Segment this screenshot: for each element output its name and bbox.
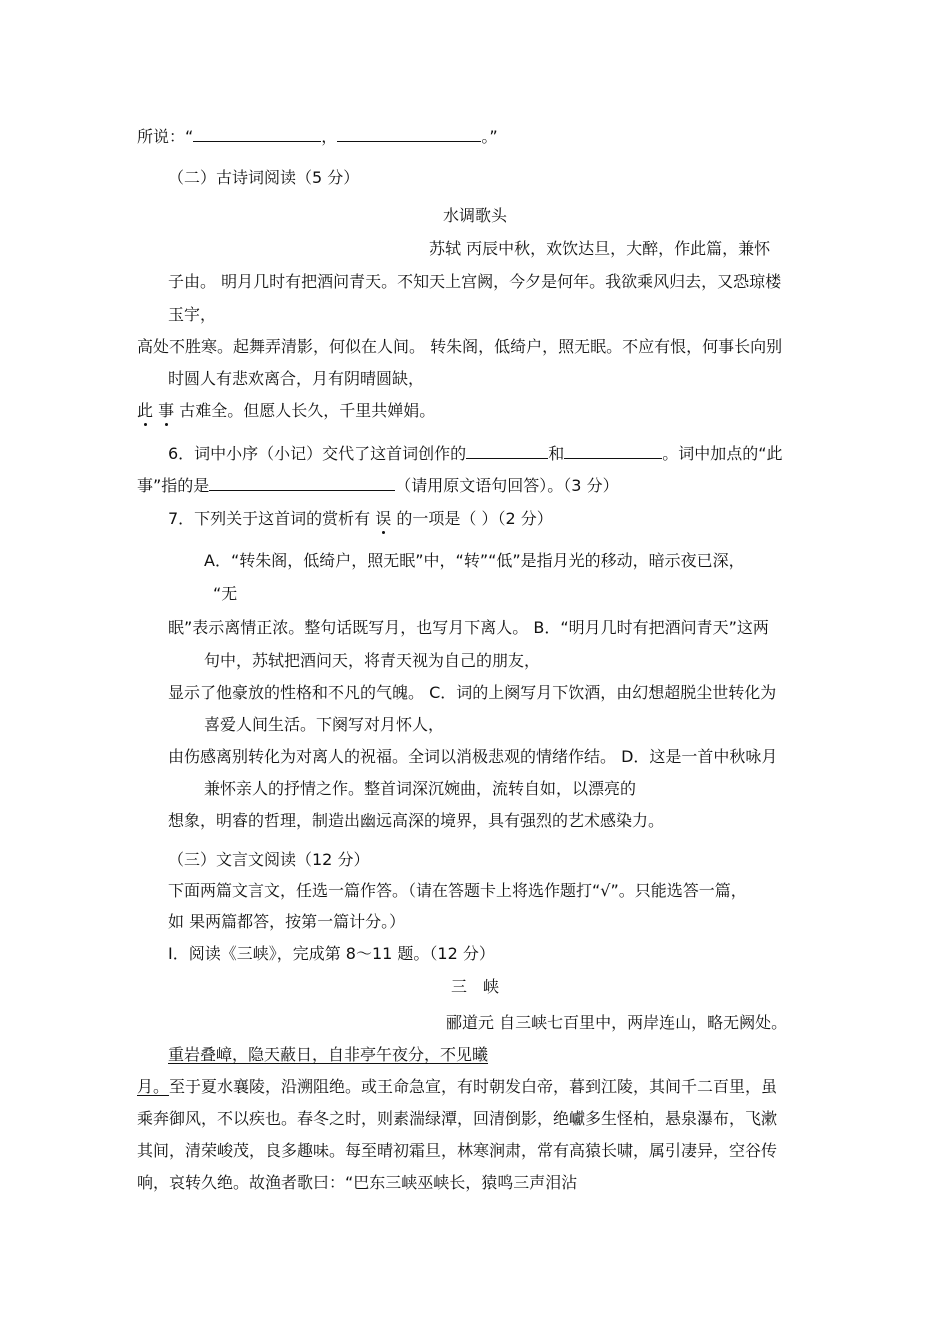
wenyan-instruction: 下面两篇文言文，任选一篇作答。（请在答题卡上将选作题打“√”。只能选答一篇， [168,881,747,900]
dotted-char-shi: 事 [158,401,175,420]
wenyan-text: 至于夏水襄陵，沿溯阻绝。或王命急宣，有时朝发白帝，暮到江陵，其间千二百里，虽 [169,1077,778,1096]
wenyan-text-line: 乘奔御风，不以疾也。春冬之时，则素湍绿潭，回清倒影，绝巘多生怪柏，悬泉瀑布，飞漱 [137,1109,778,1128]
q7-option-line: “无 [213,584,238,603]
question-7-stem [168,508,553,530]
answer-blank-2[interactable] [337,126,481,142]
q7-option-line: 想象，明睿的哲理，制造出幽远高深的境界，具有强烈的艺术感染力。 [168,811,665,830]
question-6-line-1 [168,443,783,465]
q6-text: （请用原文语句回答）。（3 分） [395,476,619,495]
q7-option-line: 眠”表示离情正浓。整句话既写月，也写月下离人。 B．“明月几时有把酒问青天”这两 [168,618,769,637]
q7-option-line: A．“转朱阁，低绮户，照无眠”中，“转”“低”是指月光的移动，暗示夜已深， [204,551,745,570]
underlined-sentence-end: 月。 [137,1077,170,1096]
poem-line: 玉宇， [168,305,217,324]
q7-option-line: 喜爱人间生活。下阕写对月怀人， [204,715,445,734]
poem-line: 时圆人有悲欢离合，月有阴晴圆缺， [168,369,425,388]
dotted-char-ci: 此 [137,401,154,420]
poem-last-line-rest: 古难全。但愿人长久，千里共婵娟。 [179,401,436,420]
q6-text: 6．词中小序（小记）交代了这首词创作的 [168,444,467,463]
poem-title: 水调歌头 [442,206,507,225]
poem-line: 苏轼 丙辰中秋，欢饮达旦，大醉，作此篇，兼怀 [429,239,771,258]
answer-blank-1[interactable] [193,126,321,142]
answer-comma: ， [321,127,338,146]
poem-last-line [137,400,435,422]
q7-prefix: 7．下列关于这首词的赏析有 [168,509,371,528]
poem-line: 子由。 明月几时有把酒问青天。不知天上宫阙，今夕是何年。我欲乘风归去，又恐琼楼 [168,272,782,291]
wenyan-subheading: Ⅰ．阅读《三峡》，完成第 8～11 题。（12 分） [168,944,495,963]
wenyan-text-line: 响，哀转久绝。故渔者歌曰：“巴东三峡巫峡长，猿鸣三声泪沾 [137,1173,578,1192]
q7-option-line: 句中，苏轼把酒问天，将青天视为自己的朋友， [204,651,541,670]
wenyan-text-line [137,1076,777,1098]
q7-option-line: 兼怀亲人的抒情之作。整首词深沉婉曲，流转自如，以漂亮的 [204,779,637,798]
wenyan-instruction: 如 果两篇都答，按第一篇计分。） [168,912,406,931]
wenyan-text-line: 其间，清荣峻茂，良多趣味。每至晴初霜旦，林寒涧肃，常有高猿长啸，属引凄异，空谷传 [137,1141,778,1160]
wenyan-title: 三 峡 [450,977,499,996]
underlined-sentence: 重岩叠嶂，隐天蔽日，自非亭午夜分，不见曦 [168,1045,489,1064]
question-6-line-2 [137,475,619,497]
poem-line: 高处不胜寒。起舞弄清影，何似在人间。 转朱阁，低绮户，照无眠。不应有恨，何事长向别 [137,337,783,356]
wenyan-author-line: 郦道元 自三峡七百里中，两岸连山，略无阙处。 [446,1013,788,1032]
q6-blank-1[interactable] [466,443,548,459]
wenyan-section-heading: （三）文言文阅读（12 分） [168,850,370,869]
answer-prefix: 所说：“ [137,127,194,146]
answer-end: 。” [481,127,498,146]
q6-text: 事”指的是 [137,476,210,495]
q7-option-line: 显示了他豪放的性格和不凡的气魄。 C．词的上阕写月下饮酒，由幻想超脱尘世转化为 [168,683,777,702]
q6-blank-2[interactable] [564,443,662,459]
q7-suffix: 的一项是（ ）（2 分） [396,509,553,528]
q7-option-line: 由伤感离别转化为对离人的祝福。全词以消极悲观的情绪作结。 D．这是一首中秋咏月 [168,747,778,766]
q6-text: 。词中加点的“此 [662,444,783,463]
q6-blank-3[interactable] [209,475,395,491]
dotted-char-wu: 误 [375,509,392,528]
q6-and: 和 [548,444,565,463]
previous-answer-line [137,126,498,148]
poem-section-heading: （二）古诗词阅读（5 分） [168,168,360,187]
